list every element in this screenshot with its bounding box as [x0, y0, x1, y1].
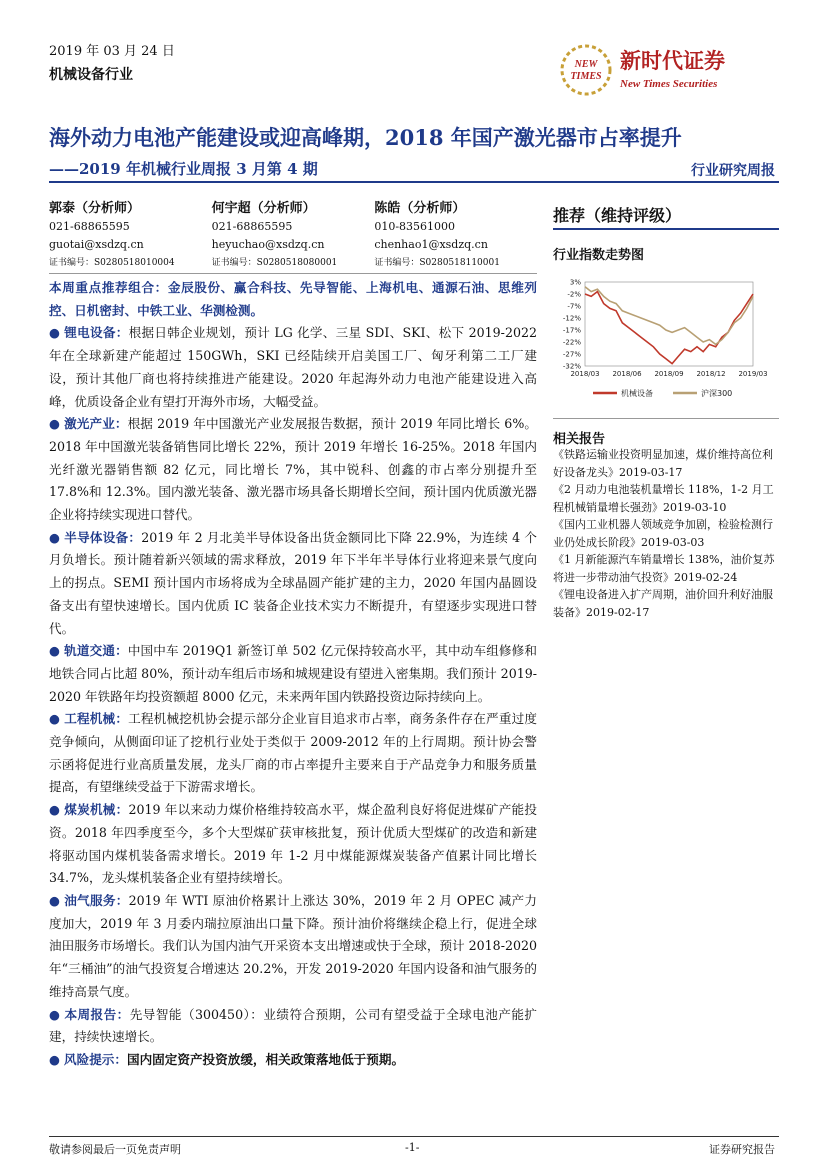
plot-frame [585, 282, 753, 366]
section-paragraph [49, 413, 537, 527]
logo-en-text: New Times Securities [620, 78, 718, 90]
section-label: 煤炭机械： [64, 802, 129, 818]
section-text: 2019 年 WTI 原油价格累计上涨达 30%，2019 年 2 月 OPEC 减产力度加大，2019 年 3 月委内瑞拉原油出口量下降。预计油价将继续企稳上行，促进全球油田服务市场增长。我们认为国内油气开采资本支出增速或快于全球，预计 2018-2020 年“三桶油”的油气投资复合增速达 20.2%，开发 2019-2020 年国内设备和油气服务的维持高景气度。 [49, 892, 537, 999]
section-label: 风险提示： [64, 1051, 127, 1067]
analyst-name: 何宇超（分析师） [211, 201, 316, 216]
svg-text:NEW: NEW [574, 59, 598, 70]
y-tick-label: -32% [562, 362, 581, 371]
section-text: 工程机械挖机协会提示部分企业盲目追求市占率，商务条件存在严重过度竞争倾向，从侧面印证了挖机行业处于类似于 2009-2012 年的上行周期。预计协会警示函将促进行业高质量发展，龙头厂商的市占率提升主要来自于产品竞争力和服务质量提高，有望继续受益于下游需求增长。 [49, 711, 538, 795]
rating-label: 推荐（维持评级） [553, 206, 682, 225]
analyst-email[interactable]: chenhao1@xsdzq.cn [374, 238, 488, 251]
y-tick-label: -12% [562, 314, 581, 323]
bullet-icon: ● [49, 892, 61, 908]
x-tick-label: 2018/06 [612, 370, 642, 378]
sidebar-divider [553, 418, 779, 419]
section-text: 国内固定资产投资放缓，相关政策落地低于预期。 [126, 1051, 405, 1067]
bullet-icon: ● [49, 325, 61, 341]
analyst-divider [49, 273, 537, 274]
related-report-link[interactable]: 《铁路运输业投资明显加速，煤价维持高位利好设备龙头》2019-03-17 [553, 448, 773, 479]
section-text: 中国中车 2019Q1 新签订单 502 亿元保持较高水平，其中动车组修修和地铁合同占比超 80%，预计动车组后市场和城规建设有望进入密集期。我们预计 2019-2020 年铁路年均投资额超 8000 亿元，未来两年国内铁路投资边际持续向上。 [49, 643, 537, 704]
section-text: 根据 2019 年中国激光产业发展报告数据，预计 2019 年同比增长 6%。2018 年中国激光装备销售同比增长 22%，预计 2019 年增长 16-25%。2018 年国内光纤激光器销售额 82 亿元，同比增长 7%，其中锐科、创鑫的市占率分别提升至 17.8%和 12.3%。国内激光装备、激光器市场具备长期增长空间，预计国内优质激光器企业将持续实现进口替代。 [49, 416, 537, 523]
logo-cn-text: 新时代证券 [620, 48, 725, 73]
y-tick-label: -7% [567, 302, 581, 311]
section-text: 先导智能（300450）：业绩符合预期，公司有望受益于全球电池产能扩建，持续快速增长。 [49, 1006, 538, 1045]
y-tick-label: -27% [562, 350, 581, 359]
y-tick-label: -22% [562, 338, 581, 347]
report-subtitle: ——2019 年机械行业周报 3 月第 4 期 [49, 160, 318, 178]
analyst-cert: 证书编号：S0280518080001 [211, 258, 338, 268]
footer-disclaimer: 敬请参阅最后一页免责声明 [49, 1143, 181, 1156]
y-tick-label: -17% [562, 326, 581, 335]
analyst-cert: 证书编号：S0280518110001 [374, 258, 500, 268]
analyst-phone: 010-83561000 [374, 220, 456, 233]
bullet-icon: ● [49, 1006, 61, 1022]
x-tick-label: 2018/09 [654, 370, 684, 378]
related-title: 相关报告 [553, 432, 606, 447]
index-chart-svg [553, 270, 779, 410]
report-body [49, 277, 537, 1072]
section-paragraph [49, 640, 537, 708]
section-paragraph [49, 799, 537, 890]
section-text: 根据日韩企业规划，预计 LG 化学、三星 SDI、SKI、松下 2019-2022 年在全球新建产能超过 150GWh，SKI 已经陆续开启美国工厂、匈牙利第二工厂建设，预计其他厂商也将持续推进产能建设。2020 年起海外动力电池产能建设进入高峰，优质设备企业有望打开海外市场，大幅受益。 [49, 325, 537, 409]
section-label: 半导体设备： [64, 529, 142, 545]
bullet-icon: ● [49, 643, 61, 659]
analyst-email[interactable]: heyuchao@xsdzq.cn [211, 238, 325, 251]
sidebar-divider [553, 228, 779, 230]
related-report-link[interactable]: 《2 月动力电池装机量增长 118%，1-2 月工程机械销量增长强劲》2019-03-10 [553, 483, 774, 514]
intro-label: 本周重点推荐组合： [49, 280, 168, 295]
x-tick-label: 2018/12 [696, 370, 726, 378]
x-tick-label: 2019/03 [738, 370, 768, 378]
section-label: 工程机械： [64, 711, 129, 727]
analyst-phone: 021-68865595 [49, 220, 130, 233]
bullet-icon: ● [49, 802, 61, 818]
legend-label: 沪深300 [701, 389, 733, 398]
analyst-1 [49, 200, 212, 268]
section-label: 轨道交通： [64, 643, 128, 659]
y-tick-label: 3% [569, 278, 581, 287]
report-date: 2019 年 03 月 24 日 [49, 44, 175, 59]
index-chart [553, 270, 779, 410]
section-text: 2019 年 2 月北美半导体设备出货金额同比下降 22.9%，为连续 4 个月负增长。预计随着新兴领域的需求释放，2019 年下半年半导体行业将迎来景气度向上的拐点。SEMI 预计国内市场将成为全球晶圆产能扩建的主力，2020 年国内晶圆设备支出有望快速增长。国内优质 IC 装备企业技术实力不断提升，有望逐步实现进口替代。 [49, 529, 537, 636]
analyst-name: 郭泰（分析师） [49, 201, 141, 216]
analyst-3 [374, 200, 537, 268]
section-paragraph [49, 1049, 537, 1072]
legend-label: 机械设备 [621, 389, 653, 398]
section-label: 本周报告： [64, 1006, 130, 1022]
bullet-icon: ● [49, 1051, 60, 1067]
section-paragraph [49, 527, 537, 641]
analyst-cert: 证书编号：S0280518010004 [49, 258, 175, 268]
section-paragraph [49, 708, 537, 799]
series-line-0 [585, 292, 753, 364]
report-type: 行业研究周报 [691, 163, 775, 179]
related-report-link[interactable]: 《国内工业机器人领域竞争加剧，检验检测行业仍处成长阶段》2019-03-03 [553, 518, 773, 549]
svg-text:TIMES: TIMES [570, 71, 602, 82]
header-divider [49, 181, 779, 183]
section-paragraph [49, 890, 537, 1004]
analyst-name: 陈皓（分析师） [374, 201, 466, 216]
page-number: -1- [405, 1141, 420, 1154]
analyst-2 [212, 200, 375, 268]
y-tick-label: -2% [567, 290, 581, 299]
section-text: 2019 年以来动力煤价格维持较高水平，煤企盈利良好将促进煤矿产能投资。2018 年四季度至今，多个大型煤矿获审核批复，预计优质大型煤矿的改造和新建将驱动国内煤机装备需求增长。2019 年 1-2 月中煤能源煤炭装备产值累计同比增长 34.7%，龙头煤机装备企业有望持续增长。 [49, 802, 537, 886]
x-tick-label: 2018/03 [570, 370, 600, 378]
report-title: 海外动力电池产能建设或迎高峰期，2018 年国产激光器市占率提升 [49, 125, 682, 150]
related-report-link[interactable]: 《锂电设备进入扩产周期，油价回升利好油服装备》2019-02-17 [553, 588, 773, 619]
section-label: 油气服务： [64, 892, 129, 908]
bullet-icon: ● [49, 529, 61, 545]
company-logo [554, 40, 784, 100]
section-label: 锂电设备： [64, 325, 129, 341]
section-paragraph [49, 322, 537, 413]
intro-text: 金辰股份、赢合科技、先导智能、上海机电、通源石油、思维列控、日机密封、中铁工业、华测检测。 [49, 280, 538, 318]
industry-label: 机械设备行业 [49, 67, 133, 83]
bullet-icon: ● [49, 711, 61, 727]
analyst-phone: 021-68865595 [211, 220, 293, 233]
chart-title: 行业指数走势图 [553, 248, 645, 263]
analyst-block [49, 200, 537, 268]
footer-divider [49, 1136, 779, 1137]
bullet-icon: ● [49, 416, 61, 432]
analyst-email[interactable]: guotai@xsdzq.cn [49, 238, 144, 251]
intro-paragraph [49, 277, 537, 322]
section-label: 激光产业： [64, 416, 128, 432]
related-report-link[interactable]: 《1 月新能源汽车销量增长 138%，油价复苏将进一步带动油气投资》2019-02-24 [553, 553, 775, 584]
section-paragraph [49, 1004, 537, 1049]
related-reports [553, 446, 779, 621]
footer-report-label: 证券研究报告 [709, 1143, 775, 1156]
series-line-1 [585, 287, 753, 345]
